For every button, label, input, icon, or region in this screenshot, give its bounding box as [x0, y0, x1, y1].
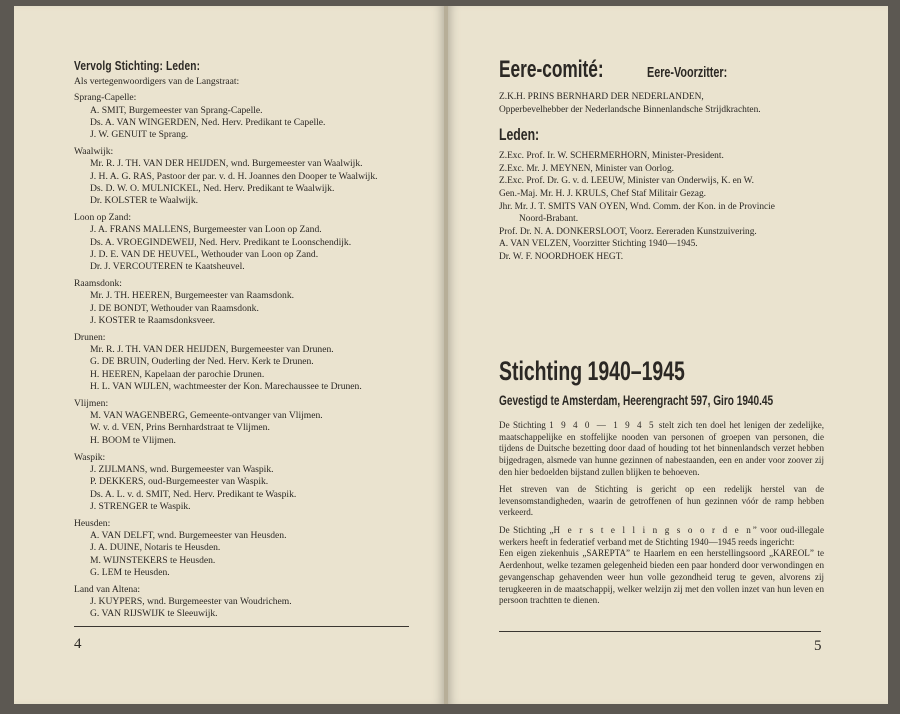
leden-item: Z.Exc. Mr. J. MEYNEN, Minister van Oorlog.	[499, 163, 674, 174]
left-page	[14, 6, 444, 704]
right-footer-rule	[499, 631, 821, 632]
member-entry: J. ZIJLMANS, wnd. Burgemeester van Waspik.	[90, 464, 274, 476]
chair-heading: Eere-Voorzitter:	[646, 64, 727, 81]
member-entry: M. VAN WAGENBERG, Gemeente-ontvanger van Vlijmen.	[90, 410, 323, 422]
left-page-number: 4	[74, 636, 82, 652]
member-entry: J. STRENGER te Waspik.	[90, 500, 191, 512]
aim-years: 1 9 4 0 — 1 9 4 5	[549, 420, 656, 430]
left-footer-rule	[74, 626, 409, 627]
member-group	[74, 332, 414, 393]
member-entry: A. VAN DELFT, wnd. Burgemeester van Heusden.	[90, 530, 287, 542]
leden-item: Prof. Dr. N. A. DONKERSLOOT, Voorz. Eereraden Kunstzuivering.	[499, 226, 757, 237]
intro-line: Als vertegenwoordigers van de Langstraat:	[74, 76, 240, 88]
member-entry: Ds. D. W. O. MULNICKEL, Ned. Herv. Predikant te Waalwijk.	[90, 182, 335, 194]
member-entry: M. WIJNSTEKERS te Heusden.	[90, 554, 216, 566]
foundation-address: Gevestigd te Amsterdam, Heerengracht 597, Giro 1940.45	[499, 392, 774, 408]
committee-column	[499, 56, 829, 265]
leden-item: Dr. W. F. NOORDHOEK HEGT.	[499, 251, 624, 262]
member-entry: P. DEKKERS, oud-Burgemeester van Waspik.	[90, 476, 269, 488]
place-name: Drunen:	[74, 332, 106, 344]
place-name: Heusden:	[74, 517, 111, 529]
member-group	[74, 146, 414, 207]
paragraph-aim	[499, 420, 824, 479]
member-entry: J. DE BONDT, Wethouder van Raamsdonk.	[90, 302, 259, 314]
leden-item-continuation: Noord-Brabant.	[519, 214, 579, 225]
leden-item: A. VAN VELZEN, Voorzitter Stichting 1940—1945.	[499, 239, 698, 250]
member-entry: G. LEM te Heusden.	[90, 566, 170, 578]
homes-continuation: Een eigen ziekenhuis „SAREPTA” te Haarlem en een herstellingsoord „KAREOL” te Aerdenhout, welke tezamen gelegenheid bieden een paar honderd door verwondingen en gevangenschap gehavenden weer hun volle gezondheid terug te geven, alvorens zij terugkeeren in de maatschappij, welker welzijn zij met den vollen inzet van hun leven en persoon trachtten te dienen.	[499, 548, 824, 606]
member-group	[74, 92, 414, 141]
chair-title: Opperbevelhebber der Nederlandsche Binnenlandsche Strijdkrachten.	[499, 104, 761, 115]
member-group	[74, 278, 414, 327]
member-group	[74, 452, 414, 513]
member-entry: J. A. FRANS MALLENS, Burgemeester van Loon op Zand.	[90, 224, 322, 236]
right-page	[448, 6, 888, 704]
leden-item: Z.Exc. Prof. Dr. G. v. d. LEEUW, Minister van Onderwijs, K. en W.	[499, 176, 754, 187]
member-entry: H. HEEREN, Kapelaan der parochie Drunen.	[90, 368, 265, 380]
homes-start: De Stichting „	[499, 525, 554, 535]
member-entry: H. L. VAN WIJLEN, wachtmeester der Kon. Marechaussee te Drunen.	[90, 380, 362, 392]
member-entry: G. VAN RIJSWIJK te Sleeuwijk.	[90, 608, 218, 620]
member-entry: A. SMIT, Burgemeester van Sprang-Capelle.	[90, 104, 263, 116]
member-group	[74, 212, 414, 273]
member-entry: Ds. A. VAN WINGERDEN, Ned. Herv. Predikant te Capelle.	[90, 116, 326, 128]
member-entry: J. KUYPERS, wnd. Burgemeester van Woudrichem.	[90, 596, 292, 608]
leden-item: Gen.-Maj. Mr. H. J. KRULS, Chef Staf Militair Gezag.	[499, 188, 706, 199]
homes-spaced: H e r s t e l l i n g s o o r d e n	[553, 525, 753, 535]
member-entry: G. DE BRUIN, Ouderling der Ned. Herv. Kerk te Drunen.	[90, 356, 314, 368]
member-entry: H. BOOM te Vlijmen.	[90, 434, 176, 446]
member-entry: Ds. A. VROEGINDEWEIJ, Ned. Herv. Predikant te Loonschendijk.	[90, 236, 352, 248]
member-entry: W. v. d. VEN, Prins Bernhardstraat te Vlijmen.	[90, 422, 270, 434]
member-group	[74, 518, 414, 579]
place-name: Raamsdonk:	[74, 278, 122, 290]
member-entry: Mr. R. J. TH. VAN DER HEIJDEN, Burgemeester van Drunen.	[90, 344, 334, 356]
member-groups	[74, 92, 414, 620]
committee-title: Eere-comité:	[499, 56, 604, 83]
member-entry: Dr. KOLSTER te Waalwijk.	[90, 195, 199, 207]
member-entry: Dr. J. VERCOUTEREN te Kaatsheuvel.	[90, 261, 245, 273]
place-name: Land van Altena:	[74, 583, 141, 595]
place-name: Waalwijk:	[74, 146, 114, 158]
member-entry: Ds. A. L. v. d. SMIT, Ned. Herv. Predikant te Waspik.	[90, 488, 297, 500]
right-page-number: 5	[814, 638, 822, 654]
paragraph-recovery: Het streven van de Stichting is gericht op een redelijk herstel van de levensomstandigheden, waarin de getroffenen of hun gezinnen vóór de ramp hebben verkeerd.	[499, 484, 824, 518]
member-entry: J. A. DUINE, Notaris te Heusden.	[90, 542, 221, 554]
leden-item: Z.Exc. Prof. Ir. W. SCHERMERHORN, Minister-President.	[499, 151, 724, 162]
left-heading: Vervolg Stichting: Leden:	[74, 58, 201, 73]
leden-heading: Leden:	[499, 125, 540, 145]
member-entry: Mr. R. J. TH. VAN DER HEIJDEN, wnd. Burgemeester van Waalwijk.	[90, 158, 363, 170]
member-entry: J. H. A. G. RAS, Pastoor der par. v. d. H. Joannes den Dooper te Waalwijk.	[90, 170, 378, 182]
foundation-title: Stichting 1940–1945	[499, 356, 685, 386]
homes-rest: ” voor oud-illegale werkers heeft in federatief verband met de Stichting 1940—1945 reeds ingericht:	[499, 525, 824, 547]
chair-name: Z.K.H. PRINS BERNHARD DER NEDERLANDEN,	[499, 92, 704, 102]
member-entry: J. D. E. VAN DE HEUVEL, Wethouder van Loon op Zand.	[90, 248, 319, 260]
place-name: Vlijmen:	[74, 398, 109, 410]
member-entry: J. KOSTER te Raamsdonksveer.	[90, 314, 215, 326]
paragraph-convalescent-homes	[499, 525, 824, 607]
member-group	[74, 398, 414, 447]
place-name: Sprang-Capelle:	[74, 92, 137, 104]
leden-item: Jhr. Mr. J. T. SMITS VAN OYEN, Wnd. Comm. der Kon. in de Provincie	[499, 201, 775, 212]
member-group	[74, 584, 414, 621]
members-column	[74, 60, 414, 626]
place-name: Waspik:	[74, 451, 106, 463]
member-entry: Mr. J. TH. HEEREN, Burgemeester van Raamsdonk.	[90, 290, 295, 302]
member-entry: J. W. GENUIT te Sprang.	[90, 129, 189, 141]
place-name: Loon op Zand:	[74, 212, 132, 224]
aim-rest: stelt zich ten doel het lenigen der zedelijke, maatschappelijke en stoffelijke nooden van personen of groepen van personen, die tijdens de Duitsche bezetting door daad of houding tot het binnenlandsch verzet hebben bijgedragen, alsmede van hunne gezinnen of nabestaanden, een en ander voor zoover zij den hier bedoelden bijstand zullen blijken te behoeven.	[499, 420, 825, 477]
aim-start: De Stichting	[499, 420, 546, 430]
